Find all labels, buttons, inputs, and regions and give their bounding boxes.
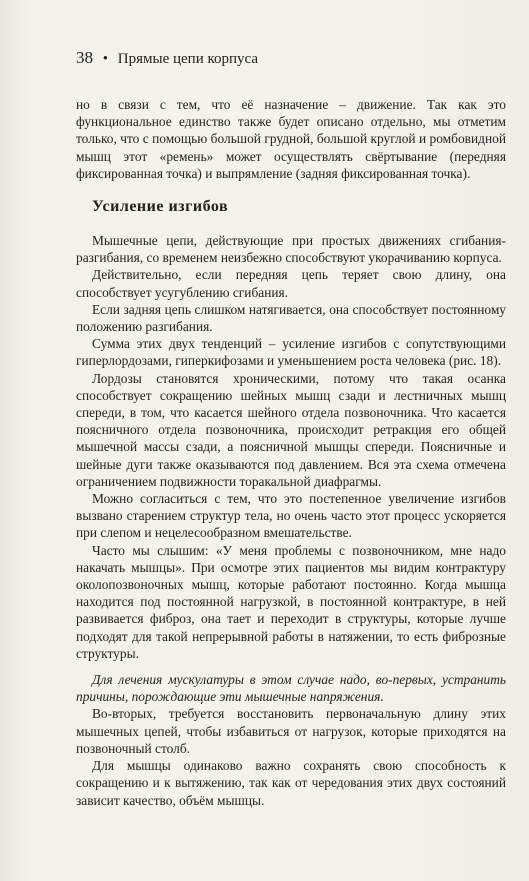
- intro-paragraph: но в связи с тем, что её назначение – движение. Так как это функциональное единство также будет описано отдельно, мы отметим только, что с помощью большой грудной, большой круглой и ромбовидной мышц этот «ремень» может осуществлять свёртывание (передняя фиксированная точка) и выпрямление (задняя фиксированная точка).: [76, 97, 506, 181]
- italic-paragraph: Для лечения мускулатуры в этом случае надо, во-первых, устранить причины, порождающие эти мышечные напряжения.: [76, 672, 506, 705]
- running-header: [76, 48, 258, 68]
- body-paragraph: Во-вторых, требуется восстановить первоначальную длину этих мышечных цепей, чтобы избавиться от нагрузок, которые приходятся на позвоночный столб.: [76, 706, 506, 756]
- body-paragraph: Часто мы слышим: «У меня проблемы с позвоночником, мне надо накачать мышцы». При осмотре этих пациентов мы видим контрактуру околопозвоночных мышц, которые работают постоянно. Когда мышца находится под постоянной нагрузкой, в постоянной контрактуре, в ней развивается фиброз, она тает и переходит в структуры, которые лучше подходят для такой непрерывной работы в натяжении, то есть фиброзные структуры.: [76, 542, 506, 661]
- body-block: [76, 232, 506, 809]
- intro-block: [76, 96, 506, 182]
- running-title: Прямые цепи корпуса: [117, 51, 259, 67]
- header-separator: •: [102, 51, 109, 67]
- body-paragraph: Для мышцы одинаково важно сохранять свою способность к сокращению и к вытяжению, так как от чередования этих двух состояний зависит качество, объём мышцы.: [76, 758, 506, 808]
- body-paragraph: Сумма этих двух тенденций – усиление изгибов с сопутствующими гиперлордозами, гиперкифозами и уменьшением роста человека (рис. 18).: [76, 336, 506, 369]
- body-paragraph: Если задняя цепь слишком натягивается, она способствует постоянному положению разгибания.: [76, 301, 506, 335]
- body-paragraph: Лордозы становятся хроническими, потому что такая осанка способствует сокращению шейных мышц сзади и лестничных мышц спереди, в том, что касается шейного отдела позвоночника. Что касается поясничного отдела позвоночника, происходит ретракция его общей мышечной массы сзади, а поясничной мышцы спереди. Поясничные и шейные дуги также оказываются под давлением. Вся эта схема отмечена ограничением подвижности торакальной диафрагмы.: [76, 370, 506, 489]
- body-paragraph: Можно согласиться с тем, что это постепенное увеличение изгибов вызвано старением структур тела, но очень часто этот процесс ускоряется при слепом и нецелесообразном вмешательстве.: [76, 491, 506, 541]
- body-paragraph: Действительно, если передняя цепь теряет свою длину, она способствует усугублению сгибания.: [76, 267, 506, 300]
- section-heading: Усиление изгибов: [92, 198, 229, 215]
- body-paragraph: Мышечные цепи, действующие при простых движениях сгибания-разгибания, со временем неизбежно способствуют укорачиванию корпуса.: [76, 233, 506, 266]
- page-number: 38: [76, 48, 93, 67]
